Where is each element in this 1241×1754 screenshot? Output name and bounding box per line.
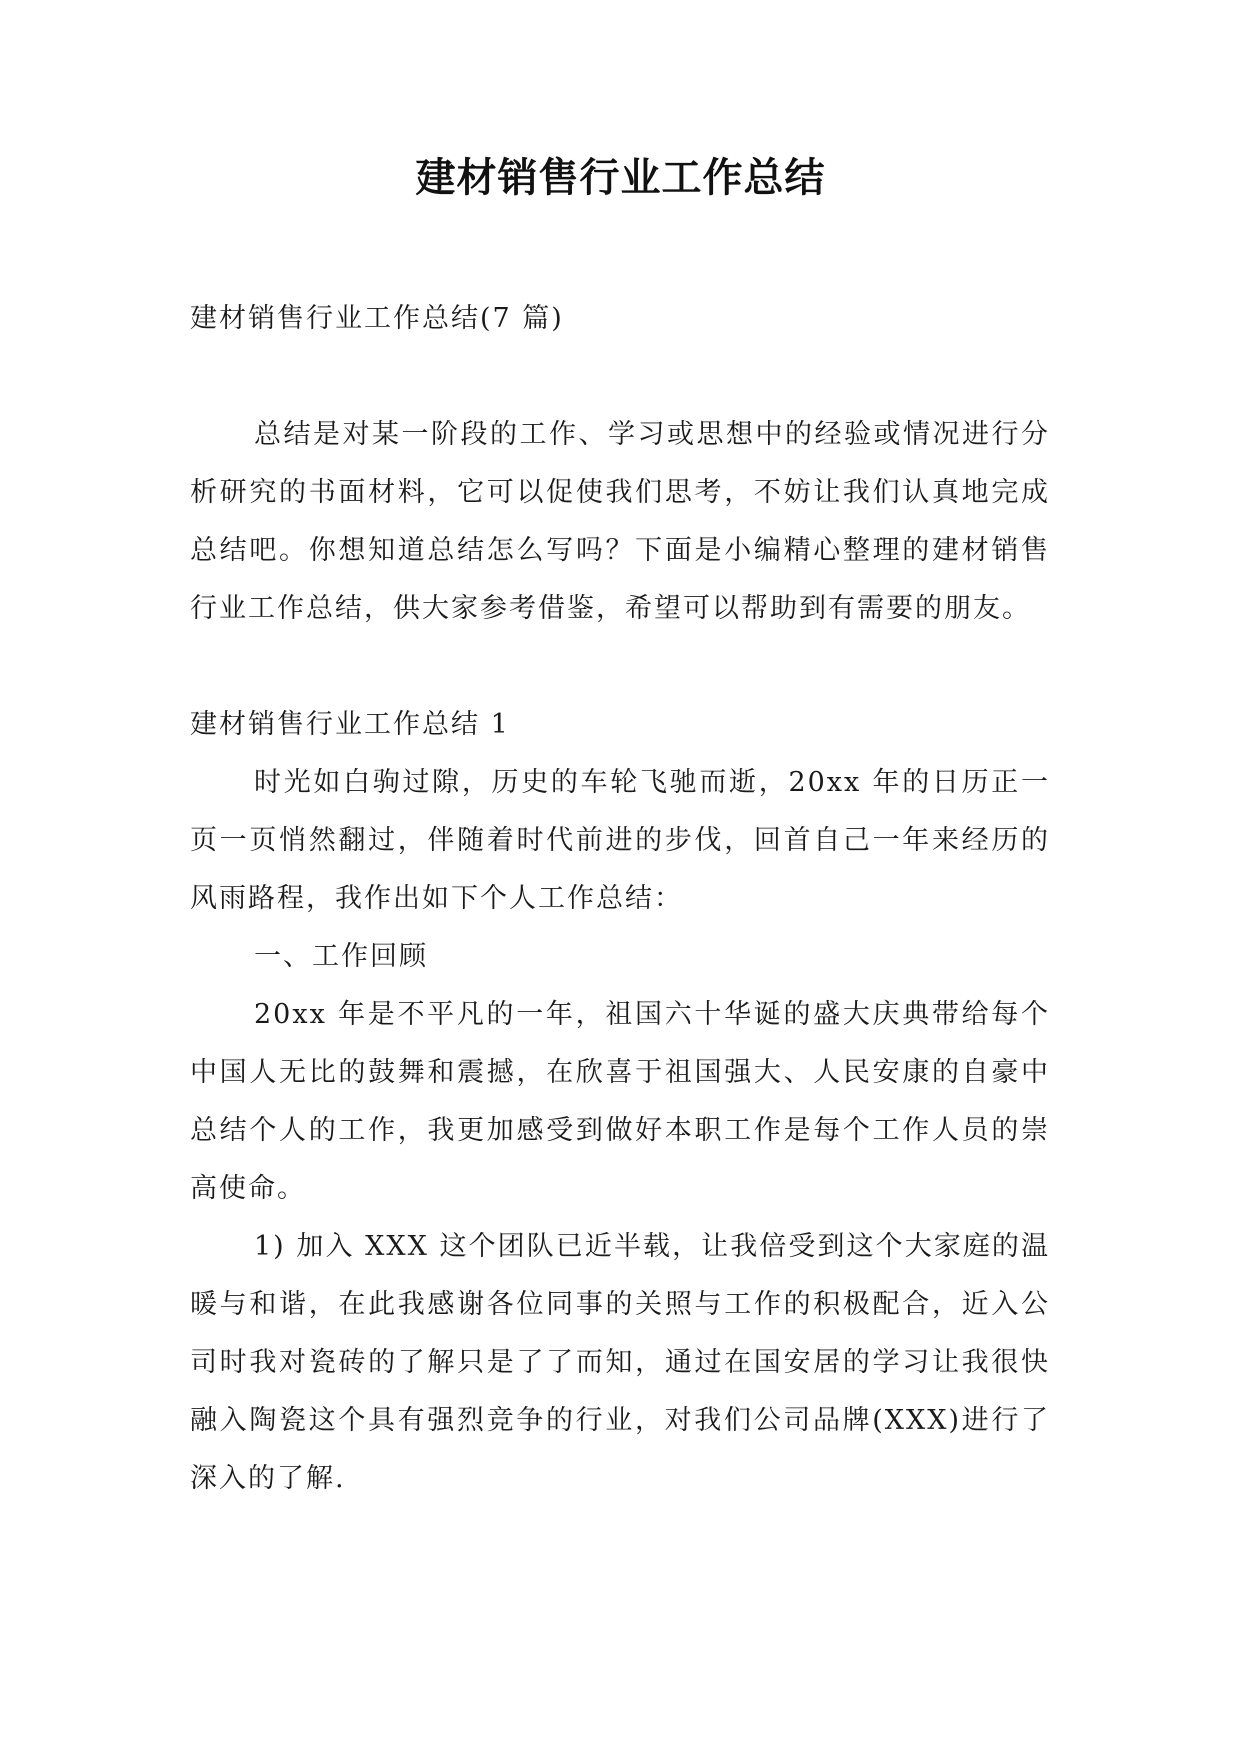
- spacer: [190, 638, 1050, 696]
- section-heading: 建材销售行业工作总结 1: [190, 709, 510, 740]
- section-paragraph-3: 1) 加入 XXX 这个团队已近半载，让我倍受到这个大家庭的温暖与和谐，在此我感谢各位同事的关照与工作的积极配合，近入公司时我对瓷砖的了解只是了了而知，通过在国安居的学习让我很快融入陶瓷这个具有强烈竞争的行业，对我们公司品牌(XXX)进行了深入的了解.: [190, 1231, 1050, 1494]
- document-subtitle: 建材销售行业工作总结(7 篇): [190, 303, 564, 334]
- spacer: [190, 348, 1050, 406]
- section-item-heading: 一、工作回顾: [254, 941, 428, 972]
- section-paragraph-1: 时光如白驹过隙，历史的车轮飞驰而逝，20xx 年的日历正一页一页悄然翻过，伴随着时代前进的步伐，回首自己一年来经历的风雨路程，我作出如下个人工作总结：: [190, 767, 1050, 914]
- document-body: [190, 290, 1050, 1508]
- intro-paragraph: 总结是对某一阶段的工作、学习或思想中的经验或情况进行分析研究的书面材料，它可以促使我们思考，不妨让我们认真地完成总结吧。你想知道总结怎么写吗？下面是小编精心整理的建材销售行业工作总结，供大家参考借鉴，希望可以帮助到有需要的朋友。: [190, 419, 1050, 624]
- document-title: 建材销售行业工作总结: [415, 155, 826, 201]
- section-paragraph-2: 20xx 年是不平凡的一年，祖国六十华诞的盛大庆典带给每个中国人无比的鼓舞和震撼，在欣喜于祖国强大、人民安康的自豪中总结个人的工作，我更加感受到做好本职工作是每个工作人员的崇高使命。: [190, 999, 1050, 1204]
